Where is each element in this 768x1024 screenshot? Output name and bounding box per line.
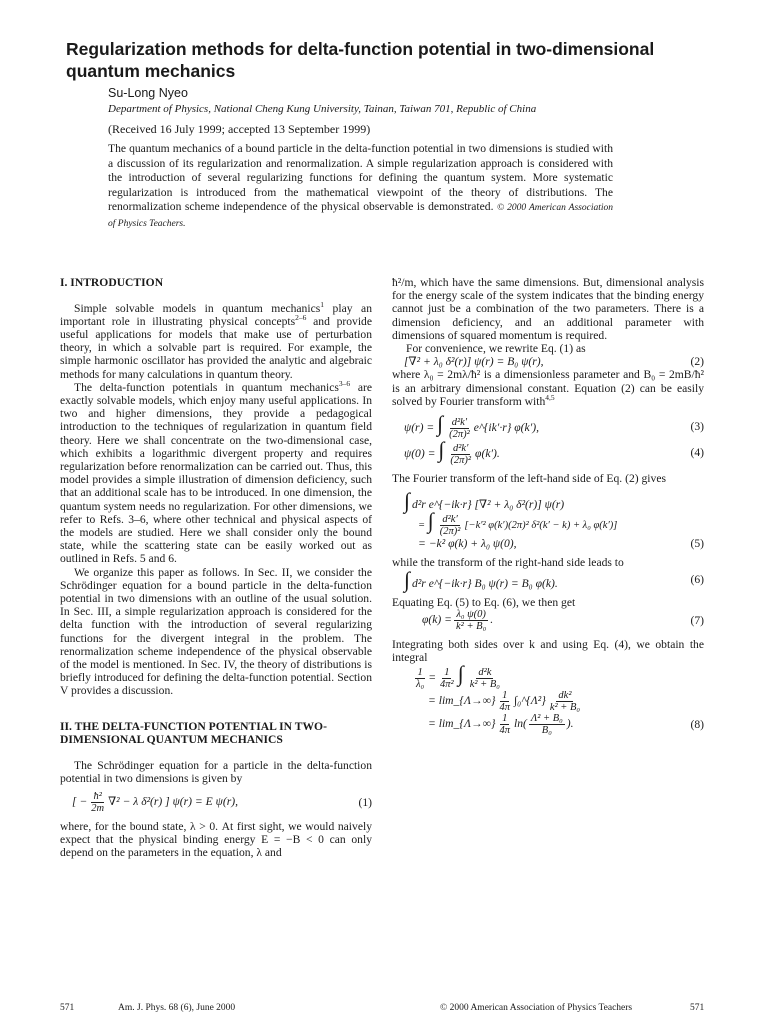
paragraph: Integrating both sides over k and using Eq. (4), we obtain the integral [392, 638, 704, 665]
paragraph: where λ₀ = 2mλ/ħ² is a dimensionless parameter and B₀ = 2mB/ħ² is an arbitrary dimensional constant. Equation (2) can be easily solved by Fourier transform with$^{4,5}$ [392, 368, 704, 408]
paragraph: while the transform of the right-hand side leads to [392, 556, 624, 570]
equation-number: (4) [690, 446, 704, 460]
equation-1: [ − $\frac{\text{ħ²}}{2m}$ ∇² − λ δ²(r) ] ψ(r) = E ψ(r), (1) [72, 791, 372, 814]
equation-3: ψ(r) = ∫ $\frac{\text{d²k′}}{\text{(2π)²}}$ e^{ik′·r} φ(k′), (3) [404, 411, 704, 440]
left-column [60, 276, 372, 860]
equation-number: (8) [690, 718, 704, 732]
footer-page-number-right: 571 [690, 1003, 705, 1013]
footer-page-number-left: 571 [60, 1003, 75, 1013]
equation-4: ψ(0) = ∫ $\frac{\text{d²k′}}{\text{(2π)²}}$ φ(k′). (4) [404, 436, 704, 466]
paragraph: Equating Eq. (5) to Eq. (6), we then get [392, 595, 576, 609]
equation-6: ∫ d²r e^{−ik·r} B₀ ψ(r) = B₀ φ(k). (6) [404, 566, 704, 592]
equation-7: φ(k) = $\frac{\text{λ₀ ψ(0)}}{\text{k² + B₀}}$ . (7) [422, 609, 704, 633]
paragraph: For convenience, we rewrite Eq. (1) as [406, 342, 586, 356]
section-heading-introduction: I. INTRODUCTION [60, 276, 164, 289]
paragraph: ħ²/m, which have the same dimensions. But, dimensional analysis for the energy scale of the system indicates that the binding energy cannot just be a combination of the two parameters. There is a dimension deficiency, and an additional parameter with dimensions of squared momentum is required. [392, 276, 704, 342]
affiliation: Department of Physics, National Cheng Kung University, Tainan, Taiwan 701, Republic of China [108, 103, 537, 115]
equation-number: (3) [690, 420, 704, 434]
paragraph: Simple solvable models in quantum mechanics$^1$ play an important role in illustrating physical concepts$^{2-6}$ and provide useful applications for models that make use of perturbation theory, in which a solvable part is required. For example, the simple harmonic oscillator has provided the analytic and algebraic methods for many calculations in quantum theory. [60, 299, 373, 381]
equation-5c: = −k² φ(k) + λ₀ ψ(0), (5) [418, 537, 704, 551]
footer-journal: Am. J. Phys. 68 (6), June 2000 [118, 1003, 236, 1013]
equation-8c: = lim_{Λ→∞} $\frac{1}{4\pi}$ ln( $\frac{\text{Λ² + B₀}}{\text{B₀}}$ ). (8) [428, 713, 704, 737]
author-name: Su-Long Nyeo [108, 86, 188, 100]
paragraph: The Fourier transform of the left-hand side of Eq. (2) gives [392, 471, 666, 485]
reference-superscript: 4,5 [545, 392, 555, 402]
equation-2: [∇² + λ₀ δ²(r)] ψ(r) = B₀ ψ(r), (2) [404, 355, 704, 369]
equation-number: (7) [690, 613, 704, 627]
equation-number: (2) [690, 355, 704, 369]
received-date: (Received 16 July 1999; accepted 13 September 1999) [108, 122, 371, 136]
reference-superscript: 3–6 [338, 378, 351, 388]
footer-copyright: © 2000 American Association of Physics Teachers [440, 1003, 633, 1013]
equation-8a: $\frac{1}{\text{λ₀}}$ = $\frac{1}{\text{4π²}}$ ∫ $\frac{\text{d²k}}{\text{k² + B₀}}$ [416, 661, 500, 691]
abstract-text: The quantum mechanics of a bound particle in the delta-function potential in two dimensions is studied with a discussion of its regularization and renormalization. A simple regularization approach is considered with the introduction of several regularizing functions for defining the quantum system. More systematic regularization is introduced from the mathematical viewpoint of the theory of distributions. The renormalization scheme independence of the physical observable is demonstrated. [108, 142, 613, 214]
abstract-copyright: © 2000 American Association of Physics Teachers. [108, 203, 613, 229]
equation-number: (1) [358, 795, 372, 809]
paragraph: The delta-function potentials in quantum mechanics$^{3-6}$ are exactly solvable models, which enjoy many useful applications. In two and higher dimensions, they provide a pedagogical introduction to the techniques of regularization in quantum field theory. Here we shall concentrate on the two-dimensional case, which exhibits a logarithmic divergent property and requires regularization before renormalization can be carried out. Thus, this model provides a simple illustration of dimension deficiency, such that an additional scale has to be introduced. In one dimension, the quantum system needs no regularization. For other dimensions, we refer to Refs. 3–6, where other technical and physical aspects of the models are studied. Here we shall consider only the bound state, while the scattering state can be easily worked out as outlined in Refs. 5 and 6. [60, 378, 372, 566]
equation-5a: ∫ d²r e^{−ik·r} [∇² + λ₀ δ²(r)] ψ(r) [404, 487, 565, 513]
abstract [108, 142, 613, 232]
paragraph: We organize this paper as follows. In Sec. II, we consider the Schrödinger equation for a bound particle in the delta-function potential in two dimensions with an outline of the usual solution. In Sec. III, a simple regularization approach is considered for the delta function with the introduction of several regularizing functions for the divergent integral in the problem. The renormalization scheme independence of the physical observable of the model is mentioned. In Sec. IV, the theory of distributions is briefly introduced for defining the delta-function potential. Section V provides a discussion. [60, 565, 372, 698]
paper-title: Regularization methods for delta-function potential in two-dimensional quantum mechanics [66, 39, 655, 81]
paragraph: The Schrödinger equation for a particle in the delta-function potential in two dimensions is given by [60, 758, 372, 785]
paragraph: where, for the bound state, λ > 0. At first sight, we would naively expect that the physical binding energy E = −B < 0 can only depend on the parameters in the equation, λ and [60, 820, 372, 860]
section-heading-delta-function: II. THE DELTA-FUNCTION POTENTIAL IN TWO-DIMENSIONAL QUANTUM MECHANICS [60, 719, 327, 747]
equation-8b: = lim_{Λ→∞} $\frac{1}{4\pi}$ ∫₀^{Λ²} $\frac{\text{dk²}}{\text{k² + B₀}}$ [428, 690, 581, 714]
right-column [392, 276, 704, 736]
equation-number: (5) [690, 537, 704, 551]
equation-5b: = ∫ $\frac{\text{d²k′}}{\text{(2π)²}}$ [−k′² φ(k′)(2π)² δ²(k′ − k) + λ₀ φ(k′)] [418, 508, 618, 538]
reference-superscript: 2–6 [295, 312, 307, 322]
equation-number: (6) [690, 573, 704, 587]
reference-superscript: 1 [320, 299, 324, 309]
